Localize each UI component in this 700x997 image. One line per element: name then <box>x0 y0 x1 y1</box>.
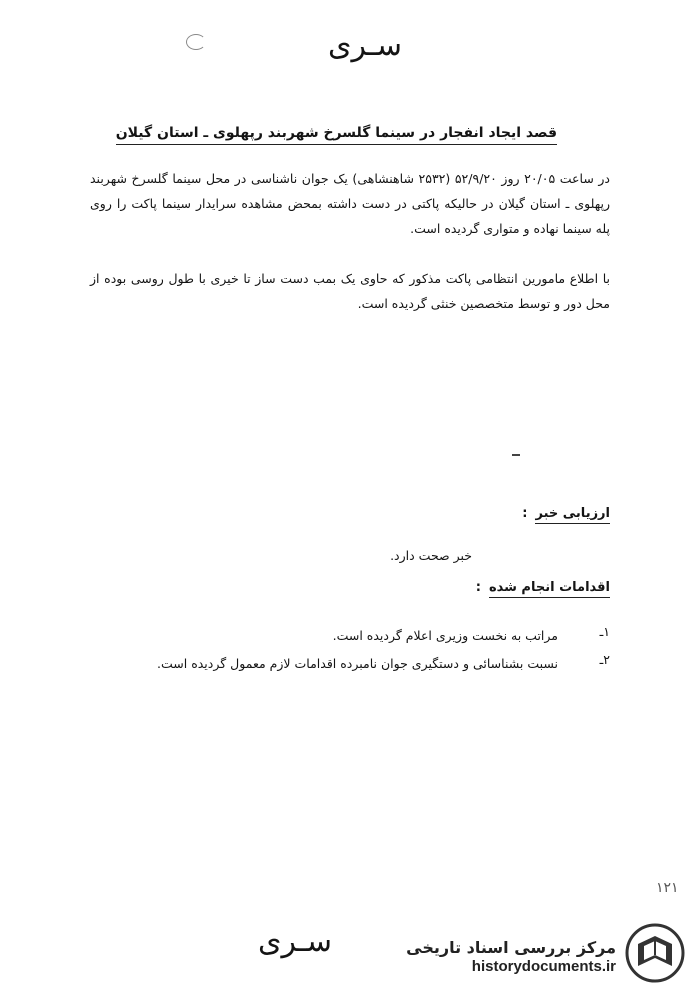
source-assessment-value: خبر صحت دارد. <box>390 548 472 563</box>
document-title: قصد ایجاد انفجار در سینما گلسرخ شهربند رپهلوی ـ استان گیلان <box>116 125 557 145</box>
source-assessment-colon: : <box>522 506 528 521</box>
actions-heading <box>476 580 610 595</box>
list-item-number: ۲ـ <box>599 652 610 667</box>
watermark-url: historydocuments.ir <box>471 958 616 975</box>
actions-label: اقدامات انجام شده <box>489 580 610 598</box>
title-block <box>116 122 557 145</box>
watermark-text <box>406 938 616 975</box>
actions-colon: : <box>475 580 481 595</box>
classification-bottom: سـری <box>258 924 332 959</box>
list-item-text: مراتب به نخست وزیری اعلام گردیده است. <box>332 628 558 643</box>
source-assessment-heading <box>522 506 610 521</box>
actions-list <box>30 624 610 680</box>
list-item-text: نسبت بشناسائی و دستگیری جوان نامبرده اقدامات لازم معمول گردیده است. <box>157 656 558 671</box>
watermark-name: مرکز بررسی اسناد تاریخی <box>406 938 616 957</box>
page-number-mark: ۱۲۱ <box>656 880 679 896</box>
list-item <box>30 624 610 648</box>
stray-mark <box>512 454 520 456</box>
report-paragraph-1: در ساعت ۲۰/۰۵ روز ۵۲/۹/۲۰ (۲۵۳۲ شاهنشاهی) یک جوان ناشناسی در محل سینما گلسرخ شهربند رپهلوی ـ استان گیلان در حالیکه پاکتی در دست داشته بمحض مشاهده سرایدار سینما پاکت را روی پله سینما نهاده و متواری گردیده است. <box>90 171 610 236</box>
source-assessment-label: ارزیابی خبر <box>535 506 610 524</box>
classification-top: سـری <box>328 28 402 63</box>
archive-logo-icon <box>624 922 686 984</box>
report-paragraph-2: با اطلاع مامورین انتظامی پاکت مذکور که حاوی یک بمب دست ساز تا خیری با طول روسی بوده از محل دور و توسط متخصصین خنثی گردیده است. <box>90 271 610 311</box>
list-item <box>30 652 610 676</box>
list-item-number: ۱ـ <box>599 624 610 639</box>
